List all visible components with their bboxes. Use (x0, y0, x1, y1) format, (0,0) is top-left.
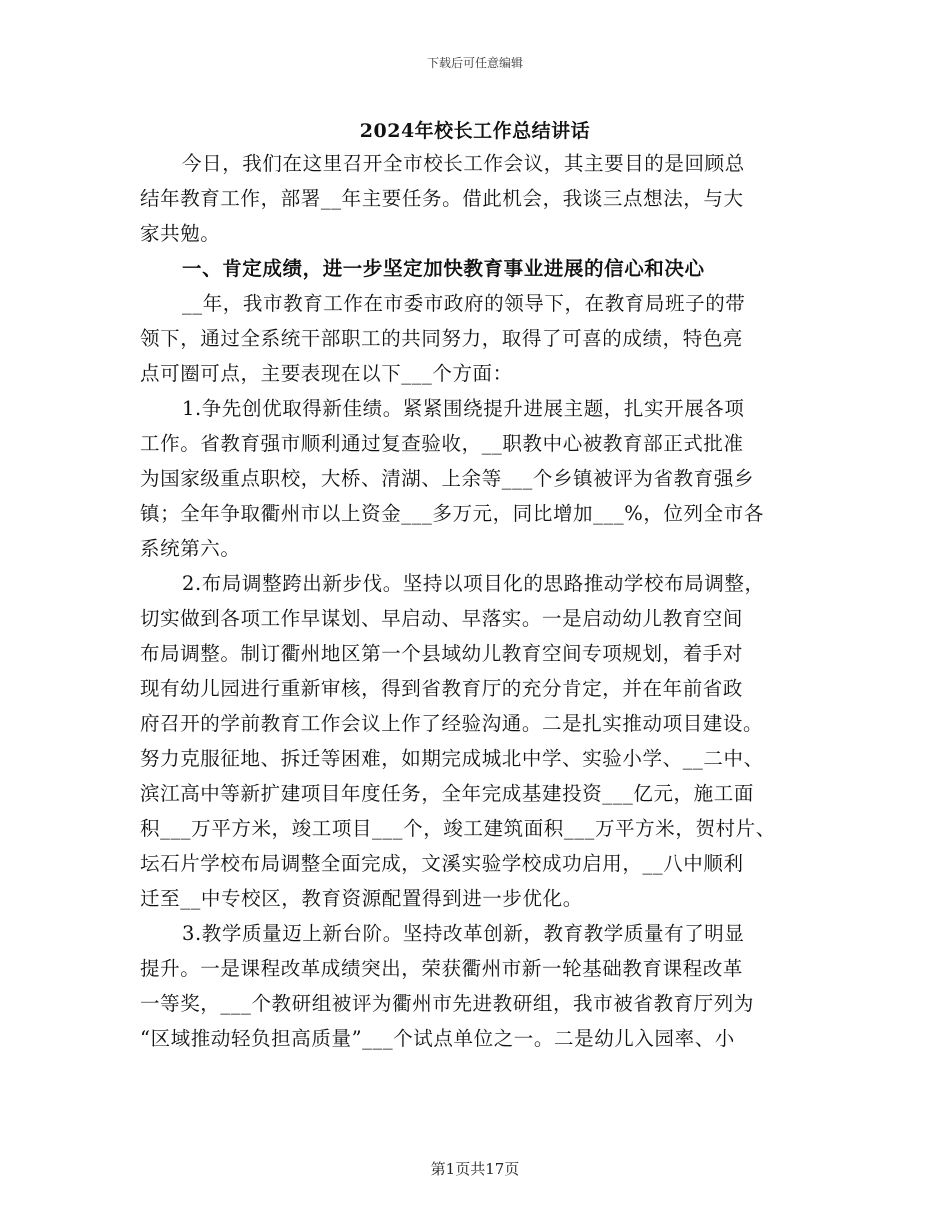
paragraph-line: 为国家级重点职校，大桥、清湖、上余等___个乡镇被评为省教育强乡 (140, 467, 754, 490)
paragraph-line: __年，我市教育工作在市委市政府的领导下，在教育局班子的带 (182, 292, 746, 315)
section-heading: 一、肯定成绩，进一步坚定加快教育事业进展的信心和决心 (182, 257, 705, 280)
paragraph-line: 2.布局调整跨出新步伐。坚持以项目化的思路推动学校布局调整， (182, 572, 765, 595)
paragraph-line: 1.争先创优取得新佳绩。紧紧围绕提升进展主题，扎实开展各项 (182, 397, 745, 420)
paragraph-line: 切实做到各项工作早谋划、早启动、早落实。一是启动幼儿教育空间 (140, 607, 744, 630)
document-body (140, 146, 812, 1056)
paragraph-line: 点可圈可点，主要表现在以下___个方面： (140, 362, 513, 385)
paragraph-line: 结年教育工作，部署__年主要任务。借此机会，我谈三点想法，与大 (140, 187, 744, 210)
paragraph-line: 领下，通过全系统干部职工的共同努力，取得了可喜的成绩，特色亮 (140, 327, 744, 350)
paragraph-line: 坛石片学校布局调整全面完成，文溪实验学校成功启用，__八中顺利 (140, 852, 744, 875)
header-note: 下载后可任意编辑 (426, 56, 523, 70)
paragraph-line: 府召开的学前教育工作会议上作了经验沟通。二是扎实推动项目建设。 (140, 712, 764, 735)
page-footer: 第1页共17页 (430, 1160, 520, 1178)
paragraph-line: 提升。一是课程改革成绩突出，荣获衢州市新一轮基础教育课程改革 (140, 957, 744, 980)
paragraph-line: 系统第六。 (140, 537, 241, 560)
paragraph-line: 一等奖，___个教研组被评为衢州市先进教研组，我市被省教育厅列为 (140, 992, 754, 1015)
paragraph-line: 努力克服征地、拆迁等困难，如期完成城北中学、实验小学、__二中、 (140, 747, 764, 770)
paragraph-line: 工作。省教育强市顺利通过复查验收，__职教中心被教育部正式批准 (140, 432, 744, 455)
paragraph-line: 今日，我们在这里召开全市校长工作会议，其主要目的是回顾总 (182, 152, 745, 175)
paragraph-line: 3.教学质量迈上新台阶。坚持改革创新，教育教学质量有了明显 (182, 922, 745, 945)
paragraph-line: 现有幼儿园进行重新审核，得到省教育厅的充分肯定，并在年前省政 (140, 677, 744, 700)
paragraph-line: 迁至__中专校区，教育资源配置得到进一步优化。 (140, 887, 583, 910)
paragraph-line: 积___万平方米，竣工项目___个，竣工建筑面积___万平方米，贺村片、 (140, 817, 776, 840)
paragraph-line: 滨江高中等新扩建项目年度任务，全年完成基建投资___亿元，施工面 (140, 782, 754, 805)
paragraph-line: 镇；全年争取衢州市以上资金___多万元，同比增加___%，位列全市各 (140, 502, 764, 525)
document-title: 2024年校长工作总结讲话 (359, 120, 591, 142)
paragraph-line: “区域推动轻负担高质量”___个试点单位之一。二是幼儿入园率、小 (140, 1027, 735, 1050)
paragraph-line: 家共勉。 (140, 222, 221, 245)
paragraph-line: 布局调整。制订衢州地区第一个县域幼儿教育空间专项规划，着手对 (140, 642, 744, 665)
